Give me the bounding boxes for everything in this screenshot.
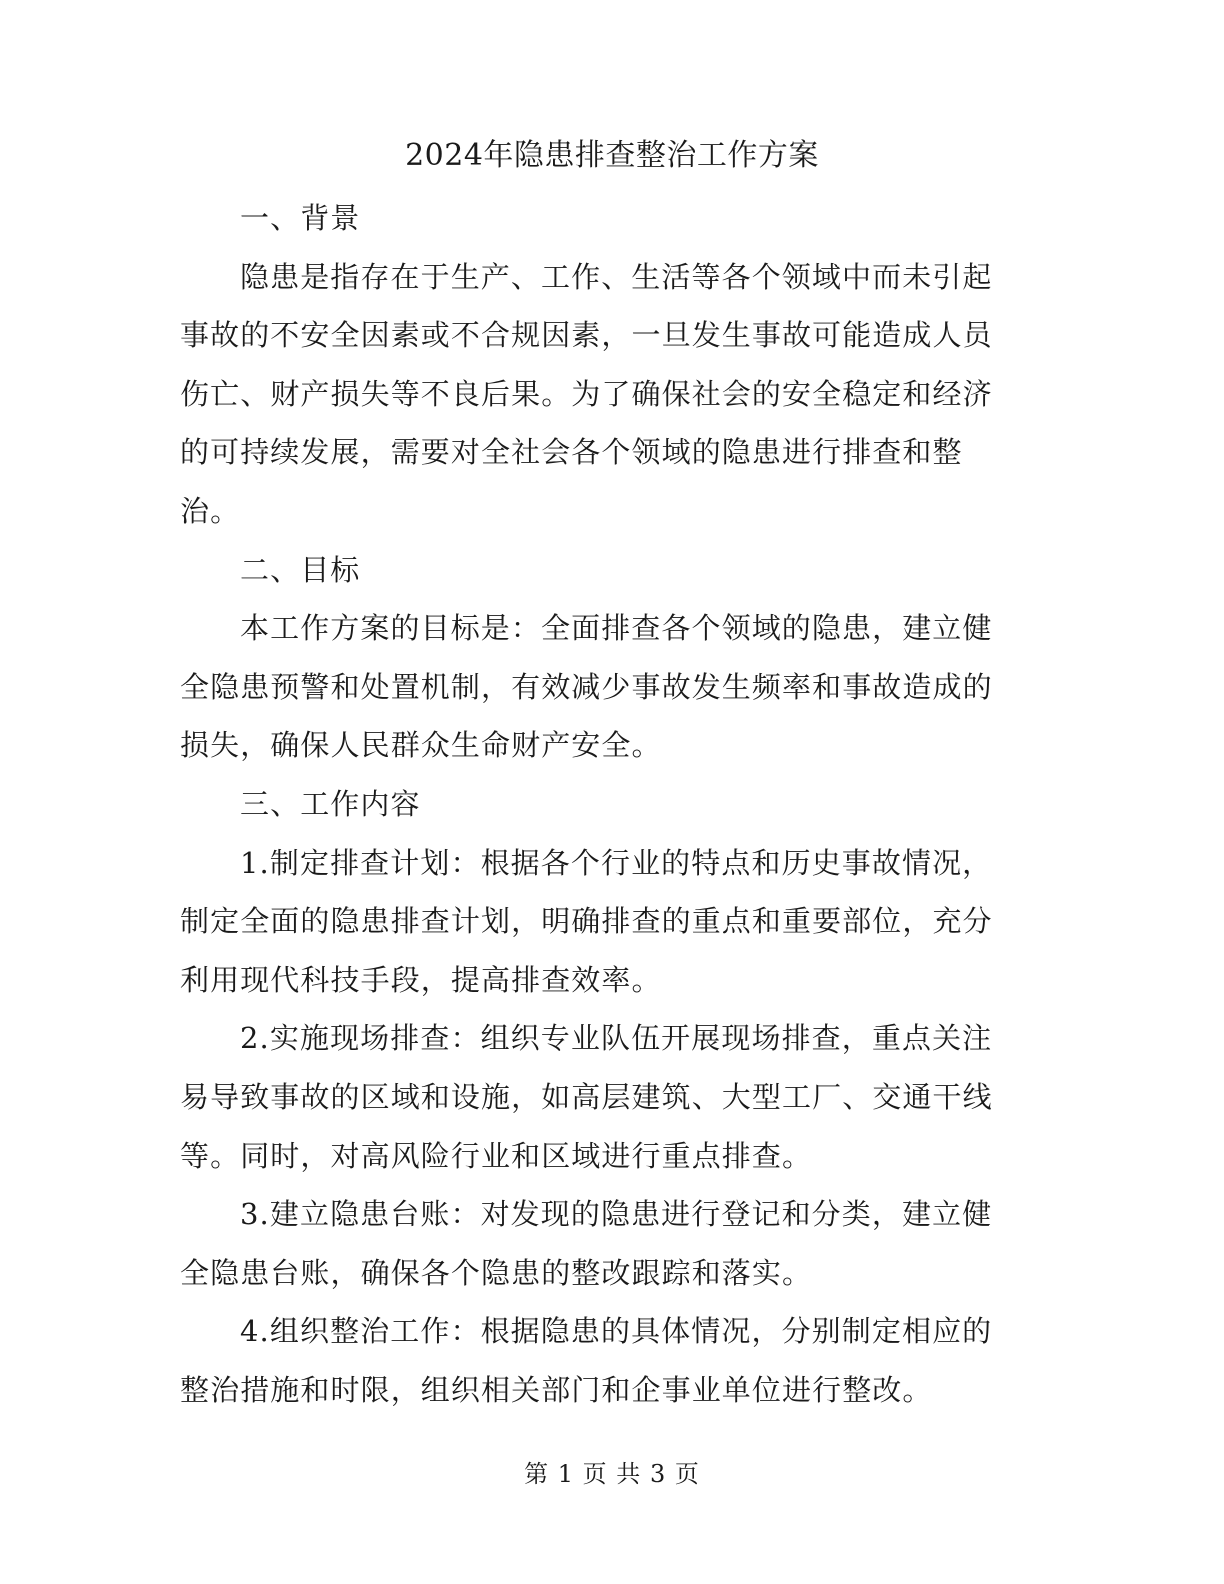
- list-item-2: 2.实施现场排查：组织专业队伍开展现场排查，重点关注易导致事故的区域和设施，如高层建筑、大型工厂、交通干线等。同时，对高风险行业和区域进行重点排查。: [180, 1021, 993, 1173]
- document-body: [180, 189, 1016, 1419]
- list-item-4: 4.组织整治工作：根据隐患的具体情况，分别制定相应的整治措施和时限，组织相关部门和企事业单位进行整改。: [180, 1314, 993, 1407]
- paragraph-background: 隐患是指存在于生产、工作、生活等各个领域中而未引起事故的不安全因素或不合规因素，一旦发生事故可能造成人员伤亡、财产损失等不良后果。为了确保社会的安全稳定和经济的可持续发展，需要对全社会各个领域的隐患进行排查和整治。: [180, 259, 993, 528]
- list-item-3: 3.建立隐患台账：对发现的隐患进行登记和分类，建立健全隐患台账，确保各个隐患的整改跟踪和落实。: [180, 1197, 993, 1290]
- section-heading-work-content: 三、工作内容: [240, 786, 421, 821]
- section-heading-goal: 二、目标: [240, 552, 361, 587]
- list-item-1: 1.制定排查计划：根据各个行业的特点和历史事故情况，制定全面的隐患排查计划，明确排查的重点和重要部位，充分利用现代科技手段，提高排查效率。: [180, 845, 993, 997]
- page-footer: 第 1 页 共 3 页: [524, 1460, 700, 1488]
- paragraph-goal: 本工作方案的目标是：全面排查各个领域的隐患，建立健全隐患预警和处置机制，有效减少事故发生频率和事故造成的损失，确保人民群众生命财产安全。: [180, 611, 993, 763]
- section-heading-background: 一、背景: [240, 201, 361, 235]
- document-title: 2024年隐患排查整治工作方案: [405, 138, 819, 173]
